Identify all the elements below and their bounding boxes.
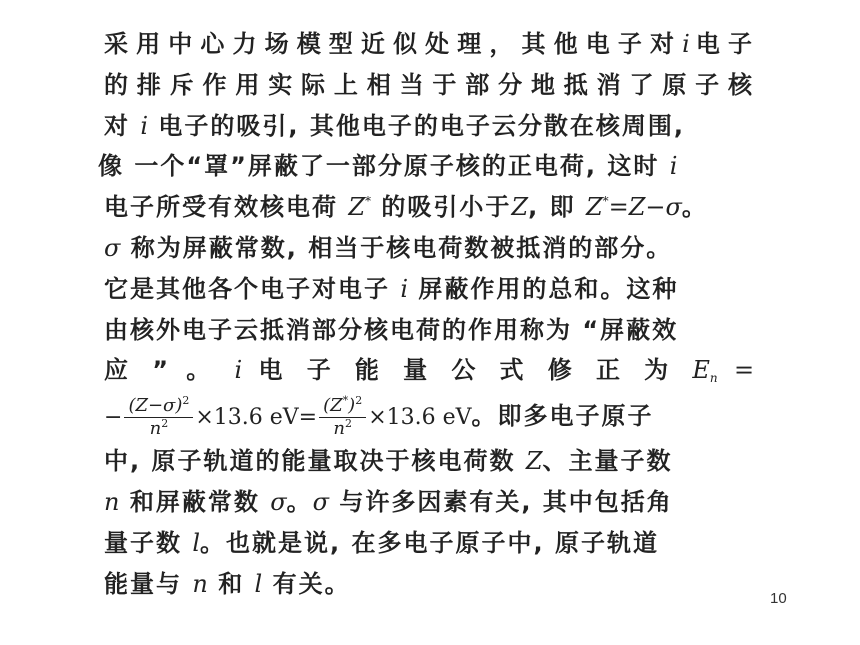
math-variable: i [234, 356, 243, 385]
text-line [104, 441, 754, 482]
math-variable: i [669, 152, 678, 181]
text-line [104, 24, 754, 65]
text-line [104, 564, 754, 605]
text-segment: 由核外电子云抵消部分核电荷的作用称为 “屏蔽效 [104, 315, 679, 344]
math-variable: l [192, 528, 201, 557]
text-line [104, 187, 754, 228]
text-segment: 、主量子数 [542, 447, 673, 476]
text-segment: 的排斥作用实际上相当于部分地抵消了原子核 [104, 70, 754, 99]
text-body [98, 24, 755, 604]
math-variable: Z [525, 447, 543, 476]
fraction-2: $\frac{(Z^*)^2}{n^2}$ [319, 397, 366, 438]
text-segment: 。 [681, 193, 708, 222]
math-sigma: σ [270, 487, 287, 516]
text-segment: 量子数 [104, 528, 182, 557]
text-segment: 像 一个“罩”屏蔽了一部分原子核的正电荷, 这时 [98, 152, 660, 181]
math-variable: i [140, 111, 149, 140]
math-energy: $E_n$ [692, 356, 718, 386]
text-segment: 电子所受有效核电荷 [104, 193, 338, 222]
math-z-star: Z* [348, 193, 372, 222]
text-line [98, 146, 754, 187]
text-line [104, 228, 754, 269]
fraction-1: $\frac{(Z-\sigma)^2}{n^2}$ [124, 397, 193, 438]
text-line [104, 269, 754, 310]
math-equation: Z*=Z−σ [585, 193, 682, 222]
text-segment: 。即多电子原子 [471, 402, 654, 431]
text-segment: 。也就是说, 在多电子原子中, 原子轨道 [200, 528, 659, 557]
text-line [104, 106, 754, 147]
math-variable: n [104, 487, 120, 516]
text-segment: 对 [104, 111, 130, 140]
math-multiplier: ×13.6 eV [368, 405, 472, 431]
math-minus: − [104, 405, 123, 431]
text-segment: 应 ” 。 [104, 356, 219, 385]
text-line [104, 523, 754, 564]
text-segment: 的吸引小于 [381, 193, 512, 222]
text-segment: 和 [218, 569, 245, 598]
text-segment: 中, 原子轨道的能量取决于核电荷数 [104, 447, 516, 476]
text-line [104, 65, 754, 106]
text-segment: 电 子 能 量 公 式 修 正 为 [258, 356, 677, 385]
math-multiplier: ×13.6 eV= [195, 405, 318, 431]
math-equals: = [733, 356, 755, 385]
math-sigma: σ [104, 233, 121, 262]
math-variable: n [192, 569, 208, 598]
text-segment: 与许多因素有关, 其中包括角 [339, 487, 673, 516]
text-segment: 有关。 [272, 569, 351, 598]
text-segment: 屏蔽作用的总和。这种 [418, 274, 679, 303]
math-variable: Z [511, 193, 529, 222]
text-segment: 采用中心力场模型近似处理，其他电子对 [104, 30, 683, 58]
text-line [104, 350, 754, 391]
text-line [104, 482, 754, 523]
text-segment: 电子的吸引, 其他电子的电子云分散在核周围, [158, 111, 685, 140]
text-segment: 称为屏蔽常数, 相当于核电荷数被抵消的部分。 [130, 233, 673, 262]
page-number: 10 [770, 590, 787, 607]
math-variable: i [400, 274, 409, 303]
text-line [104, 310, 754, 351]
math-sigma: σ [312, 487, 329, 516]
text-segment: 它是其他各个电子对电子 [104, 274, 390, 303]
text-segment: 电子 [689, 30, 755, 58]
text-segment: , 即 [528, 193, 576, 222]
math-variable: l [254, 569, 263, 598]
text-segment: 。 [286, 487, 313, 516]
math-variable: i [682, 30, 690, 58]
formula-line [104, 391, 754, 441]
text-segment: 能量与 [104, 569, 182, 598]
text-segment: 和屏蔽常数 [129, 487, 260, 516]
